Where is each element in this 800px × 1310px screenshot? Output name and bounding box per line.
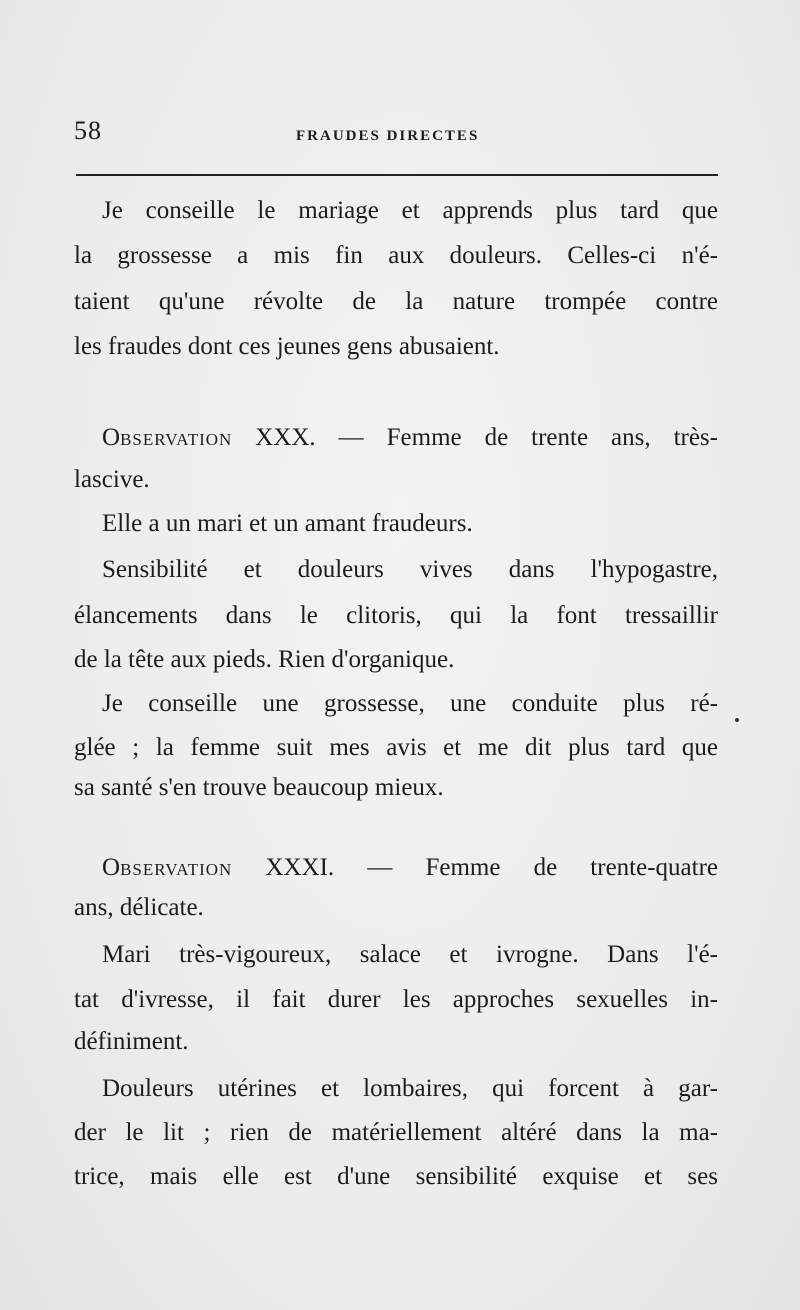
text-line: taient qu'une révolte de la nature trompée contre (74, 288, 718, 315)
text-line: définiment. (74, 1028, 189, 1055)
text-line: Je conseille une grossesse, une conduite plus ré- (102, 690, 718, 717)
observation-heading (74, 851, 718, 887)
text-line: de la tête aux pieds. Rien d'organique. (74, 646, 455, 673)
text-line: Je conseille le mariage et apprends plus tard que (102, 197, 718, 224)
observation-label: OBSERVATION (102, 854, 233, 881)
text-line: Elle a un mari et un amant fraudeurs. (102, 510, 473, 537)
text-line: élancements dans le clitoris, qui la font tressaillir (74, 602, 718, 629)
observation-heading-text: — Femme de trente-quatre (367, 854, 719, 881)
text-line: les fraudes dont ces jeunes gens abusaient. (74, 333, 500, 360)
text-line: sa santé s'en trouve beaucoup mieux. (74, 774, 444, 801)
observation-number: XXXI. (265, 854, 335, 881)
text-line: der le lit ; rien de matériellement altéré dans la ma- (74, 1119, 718, 1146)
text-line: lascive. (74, 466, 150, 493)
running-head: FRAUDES DIRECTES (296, 128, 480, 144)
text-line: ans, délicate. (74, 894, 204, 921)
text-line: Sensibilité et douleurs vives dans l'hypogastre, (102, 556, 718, 583)
observation-label: OBSERVATION (102, 424, 233, 451)
text-line: trice, mais elle est d'une sensibilité exquise et ses (74, 1163, 718, 1190)
text-line: glée ; la femme suit mes avis et me dit plus tard que (74, 734, 718, 761)
observation-number: XXX. (255, 424, 316, 451)
text-line: Douleurs utérines et lombaires, qui forcent à gar- (102, 1075, 718, 1102)
text-line: la grossesse a mis fin aux douleurs. Celles-ci n'é- (74, 242, 718, 269)
page-number: 58 (74, 116, 102, 145)
observation-heading-text: — Femme de trente ans, très- (338, 424, 718, 451)
text-line: tat d'ivresse, il fait durer les approches sexuelles in- (74, 986, 718, 1013)
text-line: Mari très-vigoureux, salace et ivrogne. Dans l'é- (102, 941, 718, 968)
print-speck (735, 718, 739, 722)
observation-heading (74, 421, 718, 457)
